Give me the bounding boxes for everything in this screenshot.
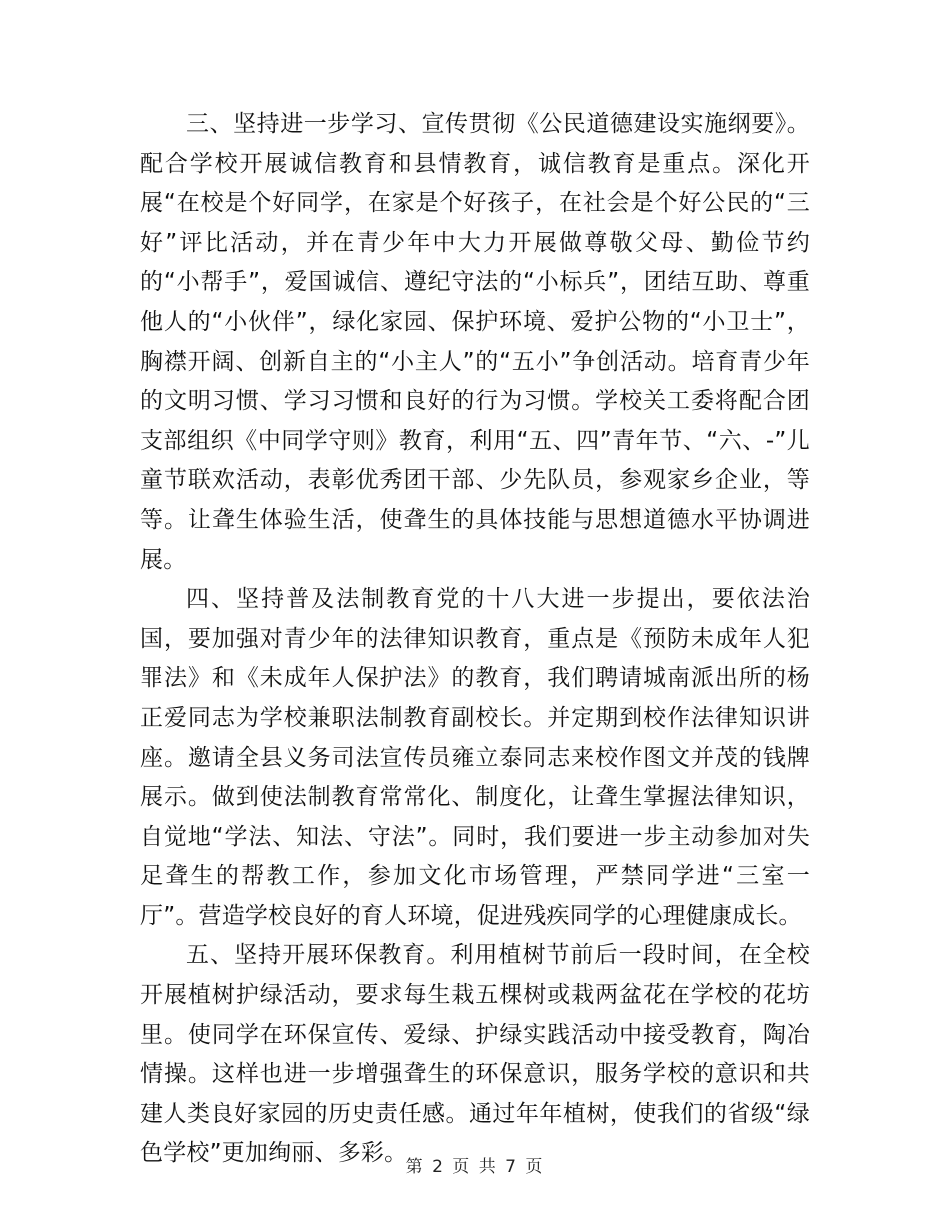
paragraph-three: 三、坚持进一步学习、宣传贯彻《公民道德建设实施纲要》。配合学校开展诚信教育和县情教育，诚信教育是重点。深化开展“在校是个好同学，在家是个好孩子，在社会是个好公民的“三好”评比活动，并在青少年中大力开展做尊敬父母、勤俭节约的“小帮手”，爱国诚信、遵纪守法的“小标兵”，团结互助、尊重他人的“小伙伴”，绿化家园、保护环境、爱护公物的“小卫士”，胸襟开阔、创新自主的“小主人”的“五小”争创活动。培育青少年的文明习惯、学习习惯和良好的行为习惯。学校关工委将配合团支部组织《中同学守则》教育，利用“五、四”青年节、“六、-”儿童节联欢活动，表彰优秀团干部、少先队员，参观家乡企业，等等。让聋生体验生活，使聋生的具体技能与思想道德水平协调进展。 [140, 111, 810, 573]
page-number-footer: 第 2 页 共 7 页 [405, 1157, 545, 1177]
paragraph-five: 五、坚持开展环保教育。利用植树节前后一段时间，在全校开展植树护绿活动，要求每生栽五棵树或栽两盆花在学校的花坊里。使同学在环保宣传、爱绿、护绿实践活动中接受教育，陶冶情操。这样也进一步增强聋生的环保意识，服务学校的意识和共建人类良好家园的历史责任感。通过年年植树，使我们的省级“绿色学校”更加绚丽、多彩。 [140, 942, 810, 1167]
paragraph-four: 四、坚持普及法制教育党的十八大进一步提出，要依法治国，要加强对青少年的法律知识教育，重点是《预防未成年人犯罪法》和《未成年人保护法》的教育，我们聘请城南派出所的杨正爱同志为学校兼职法制教育副校长。并定期到校作法律知识讲座。邀请全县义务司法宣传员雍立泰同志来校作图文并茂的钱牌展示。做到使法制教育常常化、制度化，让聋生掌握法律知识，自觉地“学法、知法、守法”。同时，我们要进一步主动参加对失足聋生的帮教工作，参加文化市场管理，严禁同学进“三室一厅”。营造学校良好的育人环境，促进残疾同学的心理健康成长。 [140, 586, 810, 929]
document-body [140, 105, 810, 1174]
